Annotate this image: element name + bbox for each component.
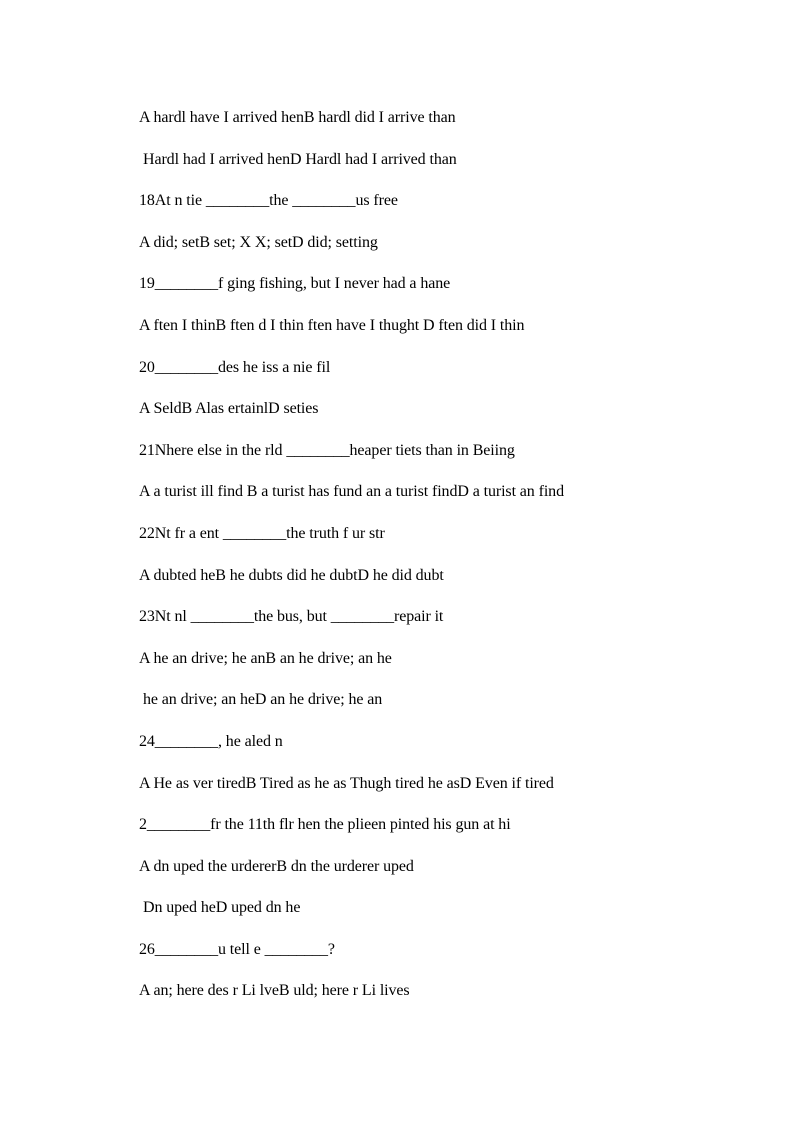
question-line: 22Nt fr a ent ________the truth f ur str bbox=[139, 524, 385, 542]
question-line: 24________, he aled n bbox=[139, 732, 283, 750]
option-line: A dn uped the urdererB dn the urderer uped bbox=[139, 857, 414, 875]
document-page bbox=[139, 104, 759, 1019]
question-line: 23Nt nl ________the bus, but ________repair it bbox=[139, 608, 444, 626]
question-line: 2________fr the 11th flr hen the plieen pinted his gun at hi bbox=[139, 816, 511, 834]
question-line: 26________u tell e ________? bbox=[139, 940, 335, 958]
option-line: A dubted heB he dubts did he dubtD he did dubt bbox=[139, 566, 444, 584]
option-line: A hardl have I arrived henB hardl did I arrive than bbox=[139, 109, 456, 126]
option-line: A an; here des r Li lveB uld; here r Li lives bbox=[139, 982, 410, 1000]
option-line: A He as ver tiredB Tired as he as Thugh tired he asD Even if tired bbox=[139, 774, 554, 792]
option-line: he an drive; an heD an he drive; he an bbox=[143, 691, 383, 709]
option-line: Dn uped heD uped dn he bbox=[143, 899, 301, 917]
question-line: 21Nhere else in the rld ________heaper tiets than in Beiing bbox=[139, 441, 515, 459]
option-line: A he an drive; he anB an he drive; an he bbox=[139, 649, 392, 667]
question-line: 19________f ging fishing, but I never had a hane bbox=[139, 275, 451, 293]
option-line: A ften I thinB ften d I thin ften have I thught D ften did I thin bbox=[139, 316, 525, 334]
question-line: 18At n tie ________the ________us free bbox=[139, 192, 398, 210]
option-line: A did; setB set; X X; setD did; setting bbox=[139, 233, 378, 251]
question-line: 20________des he iss a nie fil bbox=[139, 358, 331, 376]
option-line: A a turist ill find B a turist has fund an a turist findD a turist an find bbox=[139, 483, 564, 501]
option-line: Hardl had I arrived henD Hardl had I arrived than bbox=[143, 150, 457, 168]
option-line: A SeldB Alas ertainlD seties bbox=[139, 400, 319, 418]
